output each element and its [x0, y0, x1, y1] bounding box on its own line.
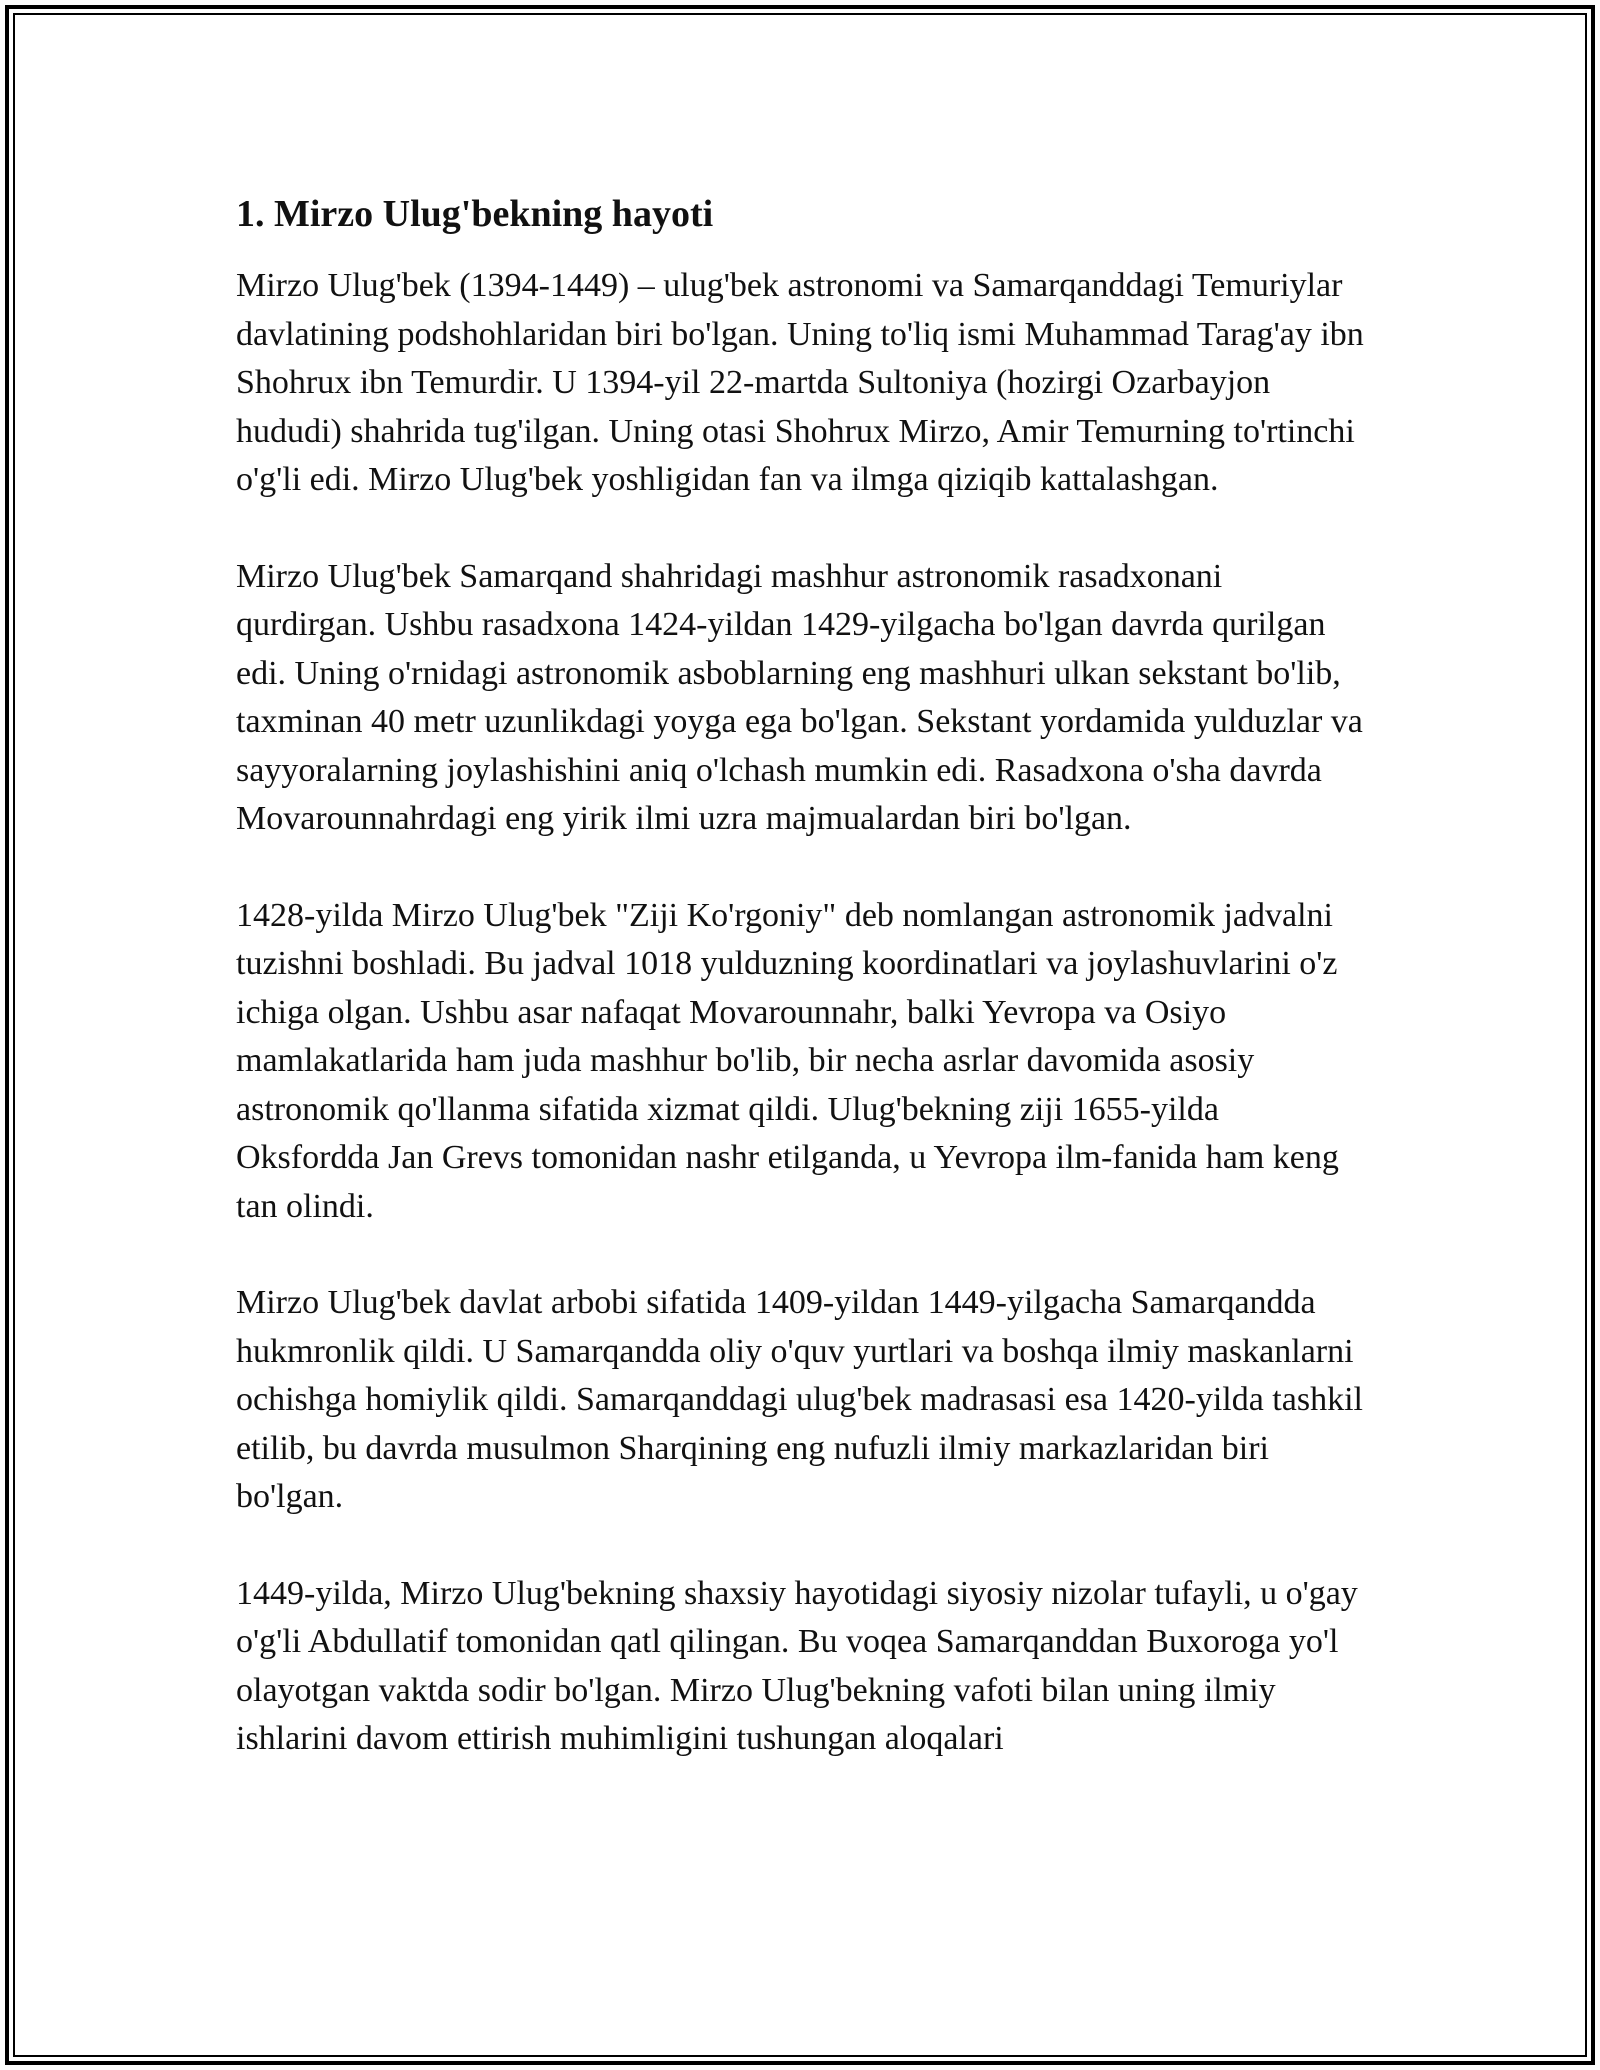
- paragraph-death: 1449-yilda, Mirzo Ulug'bekning shaxsiy hayotidagi siyosiy nizolar tufayli, u o'gay o'g'li Abdullatif tomonidan qatl qilingan. Bu voqea Samarqanddan Buxoroga yo'l olayotgan vaktda sodir bo'lgan. Mirzo Ulug'bekning vafoti bilan uning ilmiy ishlarini davom ettirish muhimligini tushungan aloqalari: [236, 1574, 1358, 1757]
- paragraph-intro: Mirzo Ulug'bek (1394-1449) – ulug'bek astronomi va Samarqanddagi Temuriylar davlatining podshohlaridan biri bo'lgan. Uning to'liq ismi Muhammad Tarag'ay ibn Shohrux ibn Temurdir. U 1394-yil 22-martda Sultoniya (hozirgi Ozarbayjon hududi) shahrida tug'ilgan. Uning otasi Shohrux Mirzo, Amir Temurning to'rtinchi o'g'li edi. Mirzo Ulug'bek yoshligidan fan va ilmga qiziqib kattalashgan.: [236, 267, 1364, 498]
- paragraph-observatory: Mirzo Ulug'bek Samarqand shahridagi mashhur astronomik rasadxonani qurdirgan. Ushbu rasadxona 1424-yildan 1429-yilgacha bo'lgan davrda qurilgan edi. Uning o'rnidagi astronomik asboblarning eng mashhuri ulkan sekstant bo'lib, taxminan 40 metr uzunlikdagi yoyga ega bo'lgan. Sekstant yordamida yulduzlar va sayyoralarning joylashishini aniq o'lchash mumkin edi. Rasadxona o'sha davrda Movarounnahrdagi eng yirik ilmi uzra majmualardan biri bo'lgan.: [236, 557, 1363, 837]
- paragraph-zij: 1428-yilda Mirzo Ulug'bek "Ziji Ko'rgoniy" deb nomlangan astronomik jadvalni tuzishni boshladi. Bu jadval 1018 yulduzning koordinatlari va joylashuvlarini o'z ichiga olgan. Ushbu asar nafaqat Movarounnahr, balki Yevropa va Osiyo mamlakatlarida ham juda mashhur bo'lib, bir necha asrlar davomida asosiy astronomik qo'llanma sifatida xizmat qildi. Ulug'bekning ziji 1655-yilda Oksfordda Jan Grevs tomonidan nashr etilganda, u Yevropa ilm-fanida ham keng tan olindi.: [236, 896, 1339, 1225]
- paragraph-reign: Mirzo Ulug'bek davlat arbobi sifatida 1409-yildan 1449-yilgacha Samarqandda hukmronlik qildi. U Samarqandda oliy o'quv yurtlari va boshqa ilmiy maskanlarni ochishga homiylik qildi. Samarqanddagi ulug'bek madrasasi esa 1420-yilda tashkil etilib, bu davrda musulmon Sharqining eng nufuzli ilmiy markazlaridan biri bo'lgan.: [236, 1284, 1363, 1515]
- document-body: [236, 186, 1366, 1764]
- section-heading: 1. Mirzo Ulug'bekning hayoti: [236, 193, 714, 235]
